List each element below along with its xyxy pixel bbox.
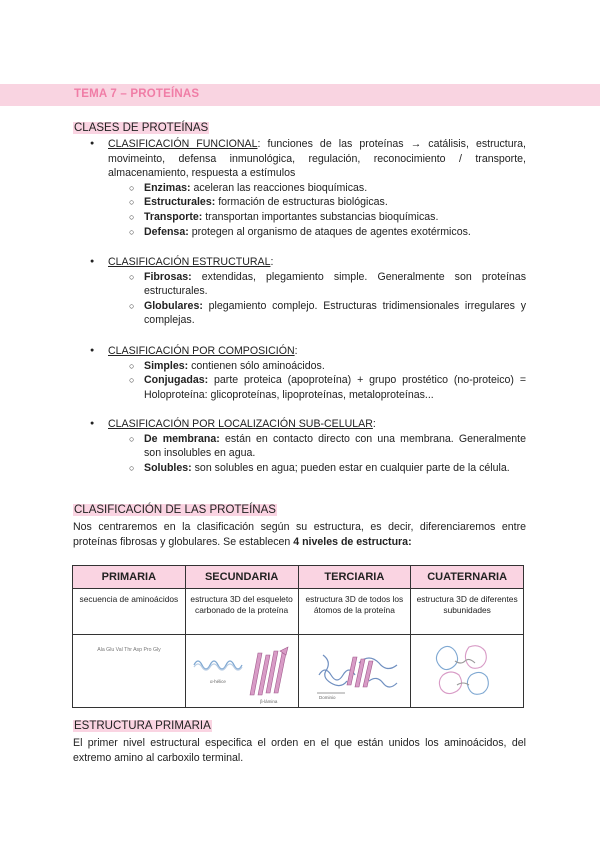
sequence-label: Ala Glu Val Thr Asp Pro Gly bbox=[97, 647, 161, 653]
quaternary-structure-image bbox=[411, 635, 524, 708]
composicion-label: CLASIFICACIÓN POR COMPOSICIÓN bbox=[108, 345, 295, 357]
tertiary-label: Dominio bbox=[318, 695, 336, 700]
list-item: ○ De membrana: están en contacto directo con una membrana. Generalmente son insolubles en agua. bbox=[108, 432, 526, 461]
clasificacion-paragraph: Nos centraremos en la clasificación según su estructura, es decir, diferenciaremos entre proteínas fibrosas y globulares. Se establecen 4 niveles de estructura: bbox=[73, 521, 526, 548]
list-item: ○ Enzimas: aceleran las reacciones bioquímicas. bbox=[108, 181, 526, 196]
section-heading-clases: CLASES DE PROTEÍNAS bbox=[74, 122, 209, 134]
desc-terciaria: estructura 3D de todos los átomos de la proteína bbox=[298, 589, 411, 635]
funcional-item bbox=[74, 137, 526, 239]
list-item: ○ Simples: contienen sólo aminoácidos. bbox=[108, 359, 526, 374]
section-heading-clasificacion: CLASIFICACIÓN DE LAS PROTEÍNAS bbox=[74, 504, 276, 516]
list-item: ○ Estructurales: formación de estructuras biológicas. bbox=[108, 195, 526, 210]
list-item: ○ Globulares: plegamiento complejo. Estructuras tridimensionales irregulares y complejas. bbox=[108, 299, 526, 328]
funcional-label: CLASIFICACIÓN FUNCIONAL bbox=[108, 138, 258, 150]
list-item: ○ Transporte: transportan importantes substancias bioquímicas. bbox=[108, 210, 526, 225]
clases-list bbox=[74, 137, 526, 239]
header-primaria: PRIMARIA bbox=[73, 566, 186, 589]
section-heading-primaria: ESTRUCTURA PRIMARIA bbox=[74, 720, 211, 732]
desc-cuaternaria: estructura 3D de diferentes subunidades bbox=[411, 589, 524, 635]
header-terciaria: TERCIARIA bbox=[298, 566, 411, 589]
structure-levels-table bbox=[72, 565, 524, 708]
estructural-list bbox=[74, 255, 526, 328]
desc-secundaria: estructura 3D del esqueleto carbonado de la proteína bbox=[185, 589, 298, 635]
estructural-item: ● CLASIFICACIÓN ESTRUCTURAL: ○ Fibrosas: extendidas, plegamiento simple. Generalmente son proteínas estructurales. ○ Globulares: plegamiento complejo. Estructuras tridimensionales irregulares y complejas. bbox=[74, 255, 526, 328]
secondary-structure-image bbox=[185, 635, 298, 708]
helix-label: α-hélice bbox=[209, 679, 226, 684]
desc-primaria: secuencia de aminoácidos bbox=[73, 589, 186, 635]
sheet-label: β-lámina bbox=[259, 699, 278, 704]
localizacion-label: CLASIFICACIÓN POR LOCALIZACIÓN SUB-CELULAR bbox=[108, 418, 373, 430]
quaternary-subunits-icon bbox=[437, 646, 489, 695]
composicion-item: ● CLASIFICACIÓN POR COMPOSICIÓN: ○ Simples: contienen sólo aminoácidos. ○ Conjugadas: parte proteica (apoproteína) + grupo prostético (no-proteico) = Holoproteína: glicoproteínas, lipoproteínas, metaloproteínas... bbox=[74, 344, 526, 402]
header-cuaternaria: CUATERNARIA bbox=[411, 566, 524, 589]
list-item: ○ Fibrosas: extendidas, plegamiento simple. Generalmente son proteínas estructurales. bbox=[108, 270, 526, 299]
list-item: ○ Solubles: son solubles en agua; pueden estar en cualquier parte de la célula. bbox=[108, 461, 526, 476]
beta-sheet-icon bbox=[250, 647, 288, 695]
primary-structure-image bbox=[73, 635, 186, 708]
header-secundaria: SECUNDARIA bbox=[185, 566, 298, 589]
list-item: ○ Defensa: protegen al organismo de ataques de agentes exotérmicos. bbox=[108, 225, 526, 240]
localizacion-item: ● CLASIFICACIÓN POR LOCALIZACIÓN SUB-CELULAR: ○ De membrana: están en contacto directo con una membrana. Generalmente son insolubles en agua. ○ Solubles: son solubles en agua; pueden estar en cualquier parte de la célula. bbox=[74, 417, 526, 475]
primaria-paragraph: El primer nivel estructural especifica el orden en el que están unidos los aminoácidos, del extremo amino al carboxilo terminal. bbox=[73, 737, 526, 764]
alpha-helix-icon bbox=[194, 661, 242, 670]
funcional-text: : funciones de las proteínas → catálisis, estructura, movimeinto, defensa inmunológica, regulación, reconocimiento / transporte, almacenamiento, respuesta a estímulos bbox=[108, 138, 527, 180]
localizacion-list bbox=[74, 417, 526, 475]
tertiary-structure-image bbox=[298, 635, 411, 708]
page-title: TEMA 7 – PROTEÍNAS bbox=[74, 88, 200, 100]
composicion-list bbox=[74, 344, 526, 402]
estructural-label: CLASIFICACIÓN ESTRUCTURAL bbox=[108, 256, 271, 268]
list-item: ○ Conjugadas: parte proteica (apoproteína) + grupo prostético (no-proteico) = Holoproteína: glicoproteínas, lipoproteínas, metaloproteínas... bbox=[108, 373, 526, 402]
